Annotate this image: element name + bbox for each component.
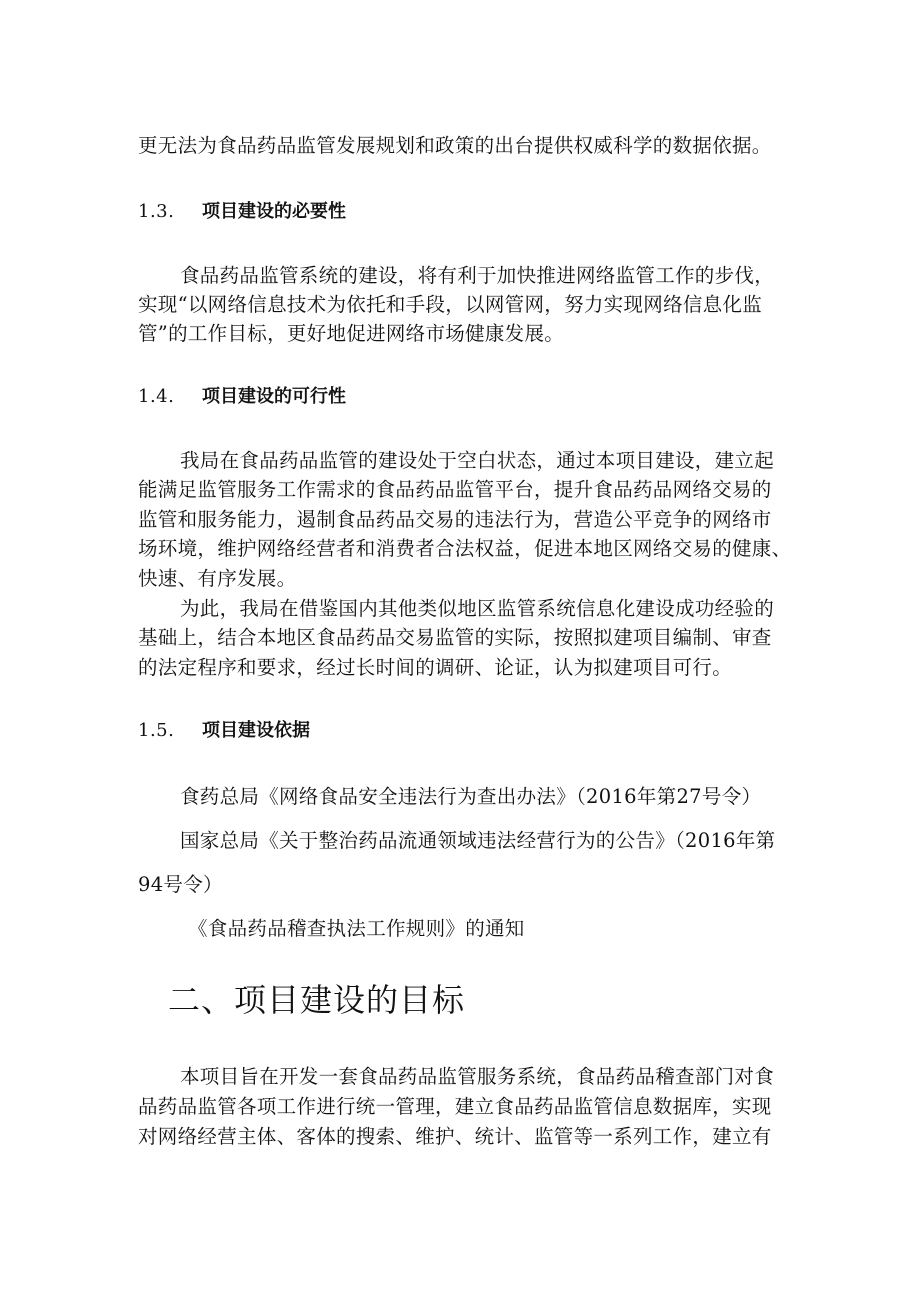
section-number: 1.3. (138, 201, 175, 222)
paragraph-line: 能满足监管服务工作需求的食品药品监管平台，提升食品药品网络交易的 (138, 478, 772, 501)
paragraph-line: 场环境，维护网络经营者和消费者合法权益，促进本地区网络交易的健康、 (138, 537, 792, 560)
paragraph-line: 监管和服务能力，遏制食品药品交易的违法行为，营造公平竞争的网络市 (138, 508, 772, 531)
paragraph-line: 快速、有序发展。 (138, 567, 297, 590)
reference-item: 《食品药品稽查执法工作规则》的通知 (188, 917, 525, 940)
paragraph-line: 的法定程序和要求，经过长时间的调研、论证，认为拟建项目可行。 (138, 656, 733, 679)
section-1-3-heading (138, 199, 346, 225)
section-1-4-heading (138, 384, 346, 410)
reference-item: 食药总局《网络食品安全违法行为查出办法》（2016年第27号令） (180, 785, 762, 808)
reference-item-continuation: 94号令） (138, 873, 223, 896)
paragraph-line: 实现“以网络信息技术为依托和手段，以网管网，努力实现网络信息化监 (138, 293, 763, 316)
paragraph-line: 基础上，结合本地区食品药品交易监管的实际，按照拟建项目编制、审查 (138, 626, 772, 649)
chapter-heading: 二、项目建设的目标 (168, 981, 466, 1019)
paragraph-line: 食品药品监管系统的建设，将有利于加快推进网络监管工作的步伐， (180, 264, 775, 287)
paragraph-line: 我局在食品药品监管的建设处于空白状态，通过本项目建设，建立起 (180, 449, 775, 472)
section-title: 项目建设的可行性 (202, 386, 346, 407)
paragraph-line: 为此，我局在借鉴国内其他类似地区监管系统信息化建设成功经验的 (180, 597, 775, 620)
reference-item: 国家总局《关于整治药品流通领域违法经营行为的公告》（2016年第 (180, 829, 776, 852)
section-number: 1.4. (138, 386, 175, 407)
section-title: 项目建设的必要性 (202, 201, 346, 222)
paragraph-line: 对网络经营主体、客体的搜索、维护、统计、监管等一系列工作，建立有 (138, 1125, 772, 1148)
section-1-5-heading (138, 718, 310, 744)
paragraph-line: 品药品监管各项工作进行统一管理，建立食品药品监管信息数据库，实现 (138, 1095, 772, 1118)
intro-paragraph-tail: 更无法为食品药品监管发展规划和政策的出台提供权威科学的数据依据。 (138, 134, 772, 157)
section-number: 1.5. (138, 720, 175, 741)
paragraph-line: 管”的工作目标，更好地促进网络市场健康发展。 (138, 322, 565, 345)
paragraph-line: 本项目旨在开发一套食品药品监管服务系统，食品药品稽查部门对食 (180, 1065, 775, 1088)
section-title: 项目建设依据 (202, 720, 310, 741)
